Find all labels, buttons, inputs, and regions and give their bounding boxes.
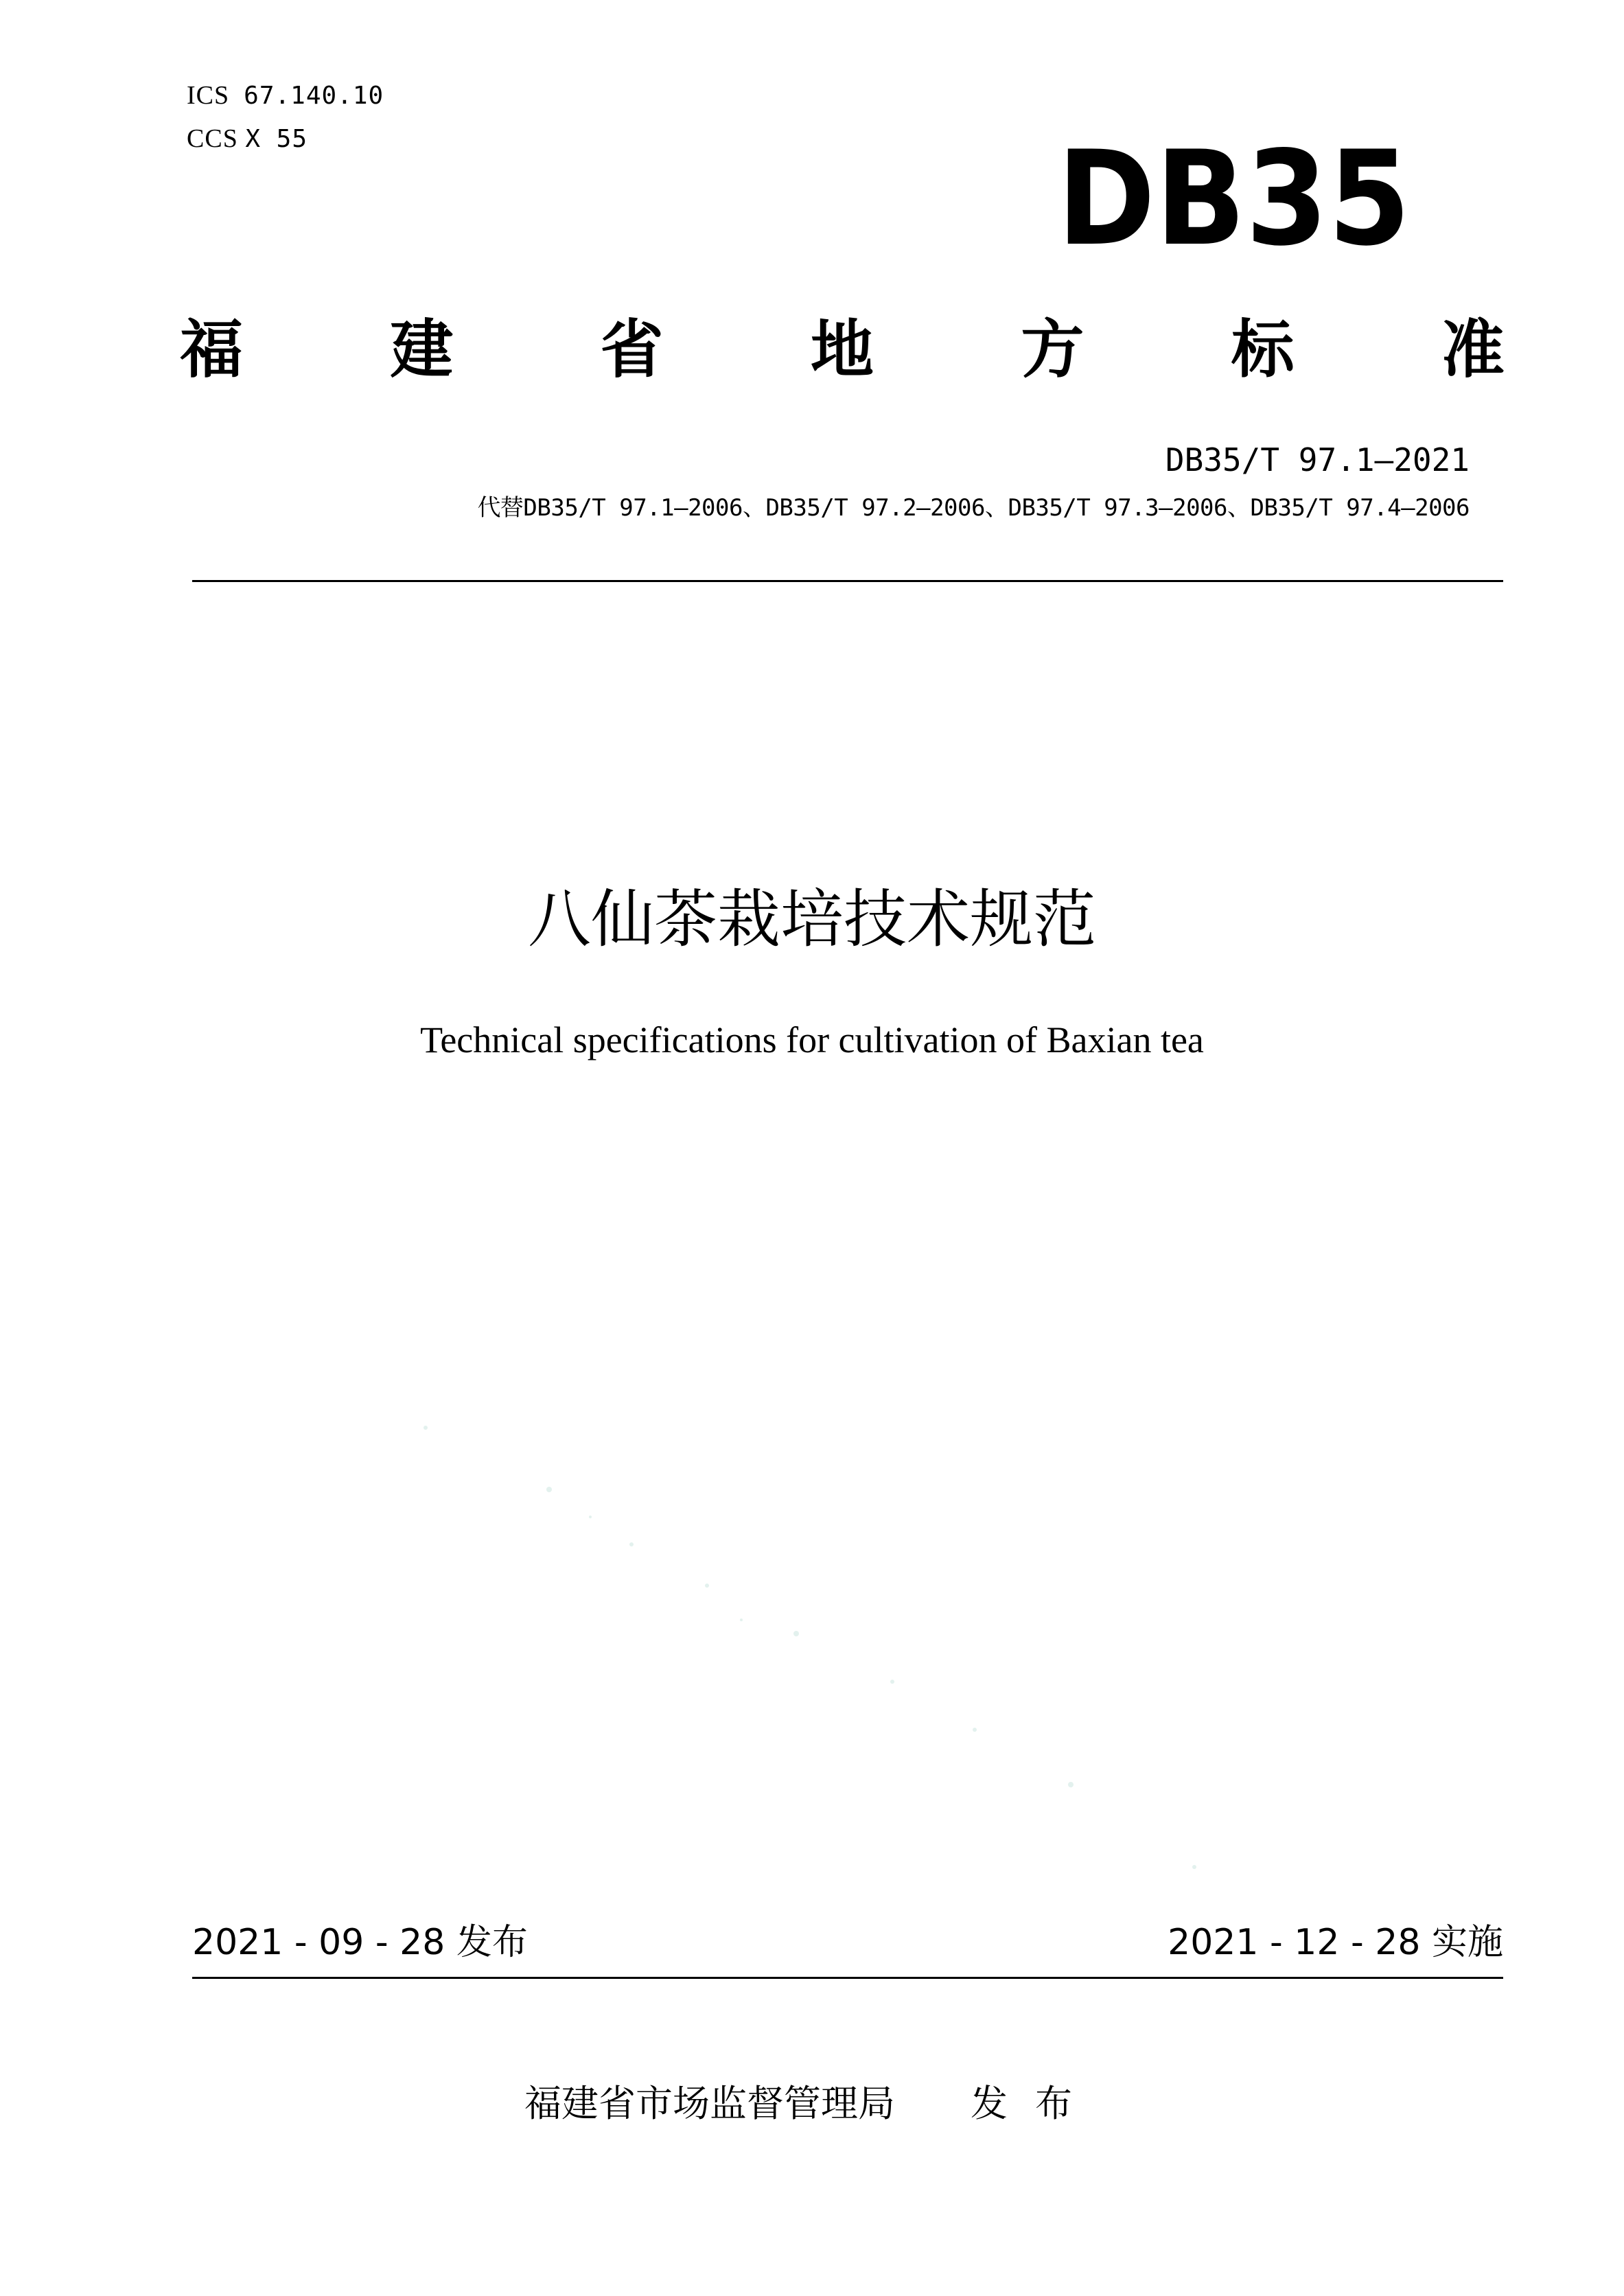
header-divider [192,580,1503,582]
ics-label: ICS [187,81,230,110]
category-char: 准 [1441,313,1505,386]
db35-logo-text: DB35 [1057,137,1411,261]
db35-logo [1057,137,1414,261]
publisher-action: 发布 [971,2082,1100,2125]
standard-number: DB35/T 97.1—2021 [1165,441,1470,478]
ccs-label: CCS [187,124,238,153]
effective-date: 2021 - 12 - 28 实施 [1168,1922,1503,1963]
publish-date: 2021 - 09 - 28 发布 [192,1922,528,1963]
document-title-en: Technical specifications for cultivation of Baxian tea [420,1019,1204,1060]
footer-divider [192,1977,1503,1979]
category-char: 省 [600,313,664,386]
category-char: 建 [390,313,454,386]
category-char: 地 [810,313,874,386]
ccs-row [187,117,384,161]
ccs-code: X 55 [245,125,308,153]
ics-row [187,74,384,117]
classification-codes [187,74,384,161]
replaces-standards: 代替DB35/T 97.1—2006、DB35/T 97.2—2006、DB35/T 97.3—2006、DB35/T 97.4—2006 [477,494,1470,522]
category-char: 方 [1021,313,1084,386]
standard-category-title [180,312,1505,388]
publisher-line [0,2080,1624,2128]
category-char: 标 [1231,313,1295,386]
ics-code: 67.140.10 [244,82,384,110]
scan-speckles [384,1373,1277,1922]
category-char: 福 [180,313,244,386]
document-title-zh: 八仙茶栽培技术规范 [527,883,1096,956]
publisher-name: 福建省市场监督管理局 [524,2082,895,2125]
